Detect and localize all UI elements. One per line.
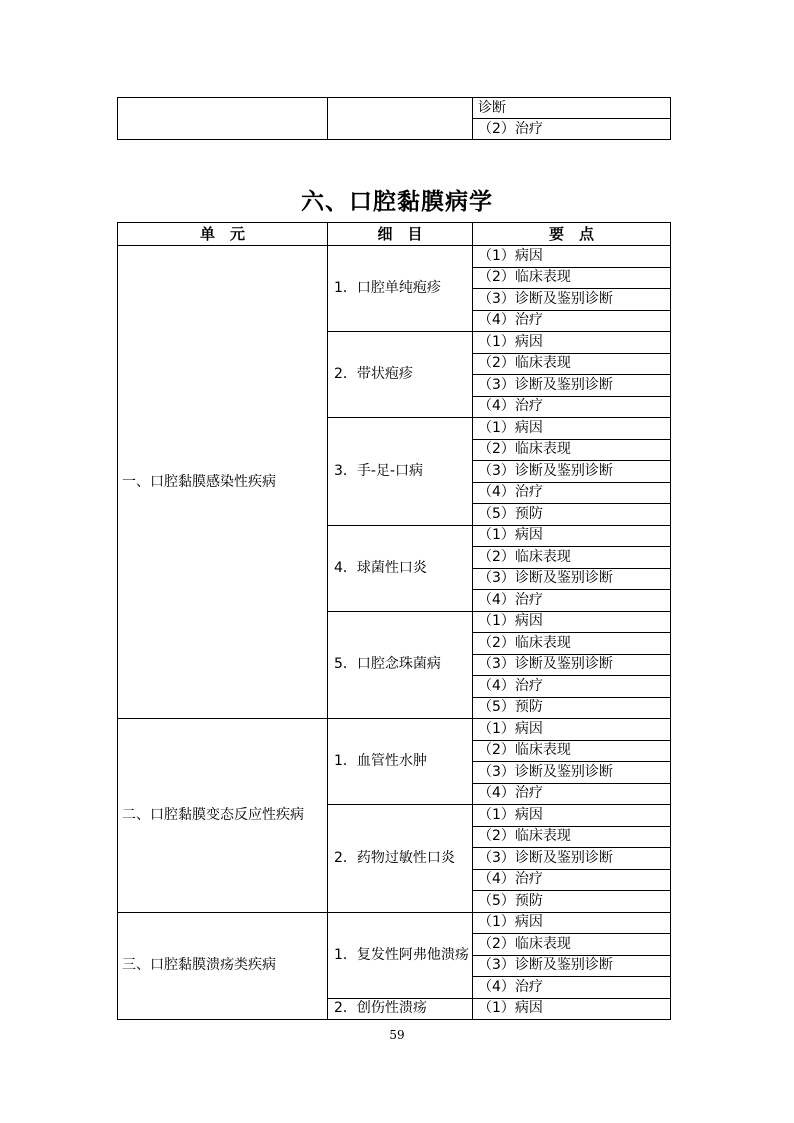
point-cell: （1）病因 <box>473 611 671 633</box>
point-cell: （3）诊断及鉴别诊断 <box>473 654 671 676</box>
unit-cell: 三、口腔黏膜溃疡类疾病 <box>118 912 328 1020</box>
point-cell: （1）病因 <box>473 332 671 354</box>
point-cell: （2）临床表现 <box>473 826 671 848</box>
point-cell: （2）临床表现 <box>473 439 671 461</box>
point-cell: （5）预防 <box>473 891 671 913</box>
point-cell: （4）治疗 <box>473 482 671 504</box>
table-row <box>118 98 671 119</box>
point-cell: （3）诊断及鉴别诊断 <box>473 955 671 977</box>
point-cell: （1）病因 <box>473 525 671 547</box>
point-cell: （1）病因 <box>473 998 671 1020</box>
point-cell: （2）临床表现 <box>473 740 671 762</box>
item-cell: 2．创伤性溃疡 <box>328 998 473 1020</box>
header-cell-unit: 单 元 <box>118 223 328 246</box>
point-cell: （5）预防 <box>473 504 671 526</box>
point-cell: （1）病因 <box>473 719 671 741</box>
point-cell: （2）临床表现 <box>473 633 671 655</box>
point-cell: （3）诊断及鉴别诊断 <box>473 848 671 870</box>
point-cell: （3）诊断及鉴别诊断 <box>473 461 671 483</box>
point-cell: （3）诊断及鉴别诊断 <box>473 568 671 590</box>
header-cell-points: 要 点 <box>473 223 671 246</box>
point-cell: （3）诊断及鉴别诊断 <box>473 762 671 784</box>
point-cell: （1）病因 <box>473 912 671 934</box>
point-cell: （1）病因 <box>473 418 671 440</box>
item-cell: 2．带状疱疹 <box>328 332 473 418</box>
syllabus-table <box>117 222 671 1020</box>
item-cell: 5．口腔念珠菌病 <box>328 611 473 719</box>
point-cell: （5）预防 <box>473 697 671 719</box>
continuation-table <box>117 97 671 140</box>
table-row <box>118 246 671 268</box>
point-cell: （2）临床表现 <box>473 267 671 289</box>
continuation-empty-unit-cell <box>118 98 328 140</box>
item-cell: 3．手-足-口病 <box>328 418 473 526</box>
point-cell: 诊断 <box>473 98 671 119</box>
point-cell: （1）病因 <box>473 805 671 827</box>
point-cell: （4）治疗 <box>473 869 671 891</box>
point-cell: （4）治疗 <box>473 396 671 418</box>
point-cell: （2）临床表现 <box>473 547 671 569</box>
item-cell: 1．口腔单纯疱疹 <box>328 246 473 332</box>
section-title: 六、口腔黏膜病学 <box>301 188 493 215</box>
item-cell: 2．药物过敏性口炎 <box>328 805 473 913</box>
item-cell: 4．球菌性口炎 <box>328 525 473 611</box>
unit-cell: 一、口腔黏膜感染性疾病 <box>118 246 328 719</box>
point-cell: （2）临床表现 <box>473 353 671 375</box>
point-cell: （4）治疗 <box>473 977 671 999</box>
table-row <box>118 719 671 741</box>
point-cell: （3）诊断及鉴别诊断 <box>473 375 671 397</box>
point-cell: （2）治疗 <box>473 119 671 140</box>
table-header-row <box>118 223 671 246</box>
point-cell: （3）诊断及鉴别诊断 <box>473 289 671 311</box>
item-cell: 1．复发性阿弗他溃疡 <box>328 912 473 998</box>
header-cell-item: 细 目 <box>328 223 473 246</box>
point-cell: （4）治疗 <box>473 590 671 612</box>
unit-cell: 二、口腔黏膜变态反应性疾病 <box>118 719 328 913</box>
continuation-empty-item-cell <box>328 98 473 140</box>
main-table-body <box>118 246 671 1020</box>
item-cell: 1．血管性水肿 <box>328 719 473 805</box>
point-cell: （4）治疗 <box>473 310 671 332</box>
page-number: 59 <box>389 1028 405 1042</box>
point-cell: （2）临床表现 <box>473 934 671 956</box>
table-row <box>118 912 671 934</box>
point-cell: （4）治疗 <box>473 676 671 698</box>
point-cell: （1）病因 <box>473 246 671 268</box>
point-cell: （4）治疗 <box>473 783 671 805</box>
